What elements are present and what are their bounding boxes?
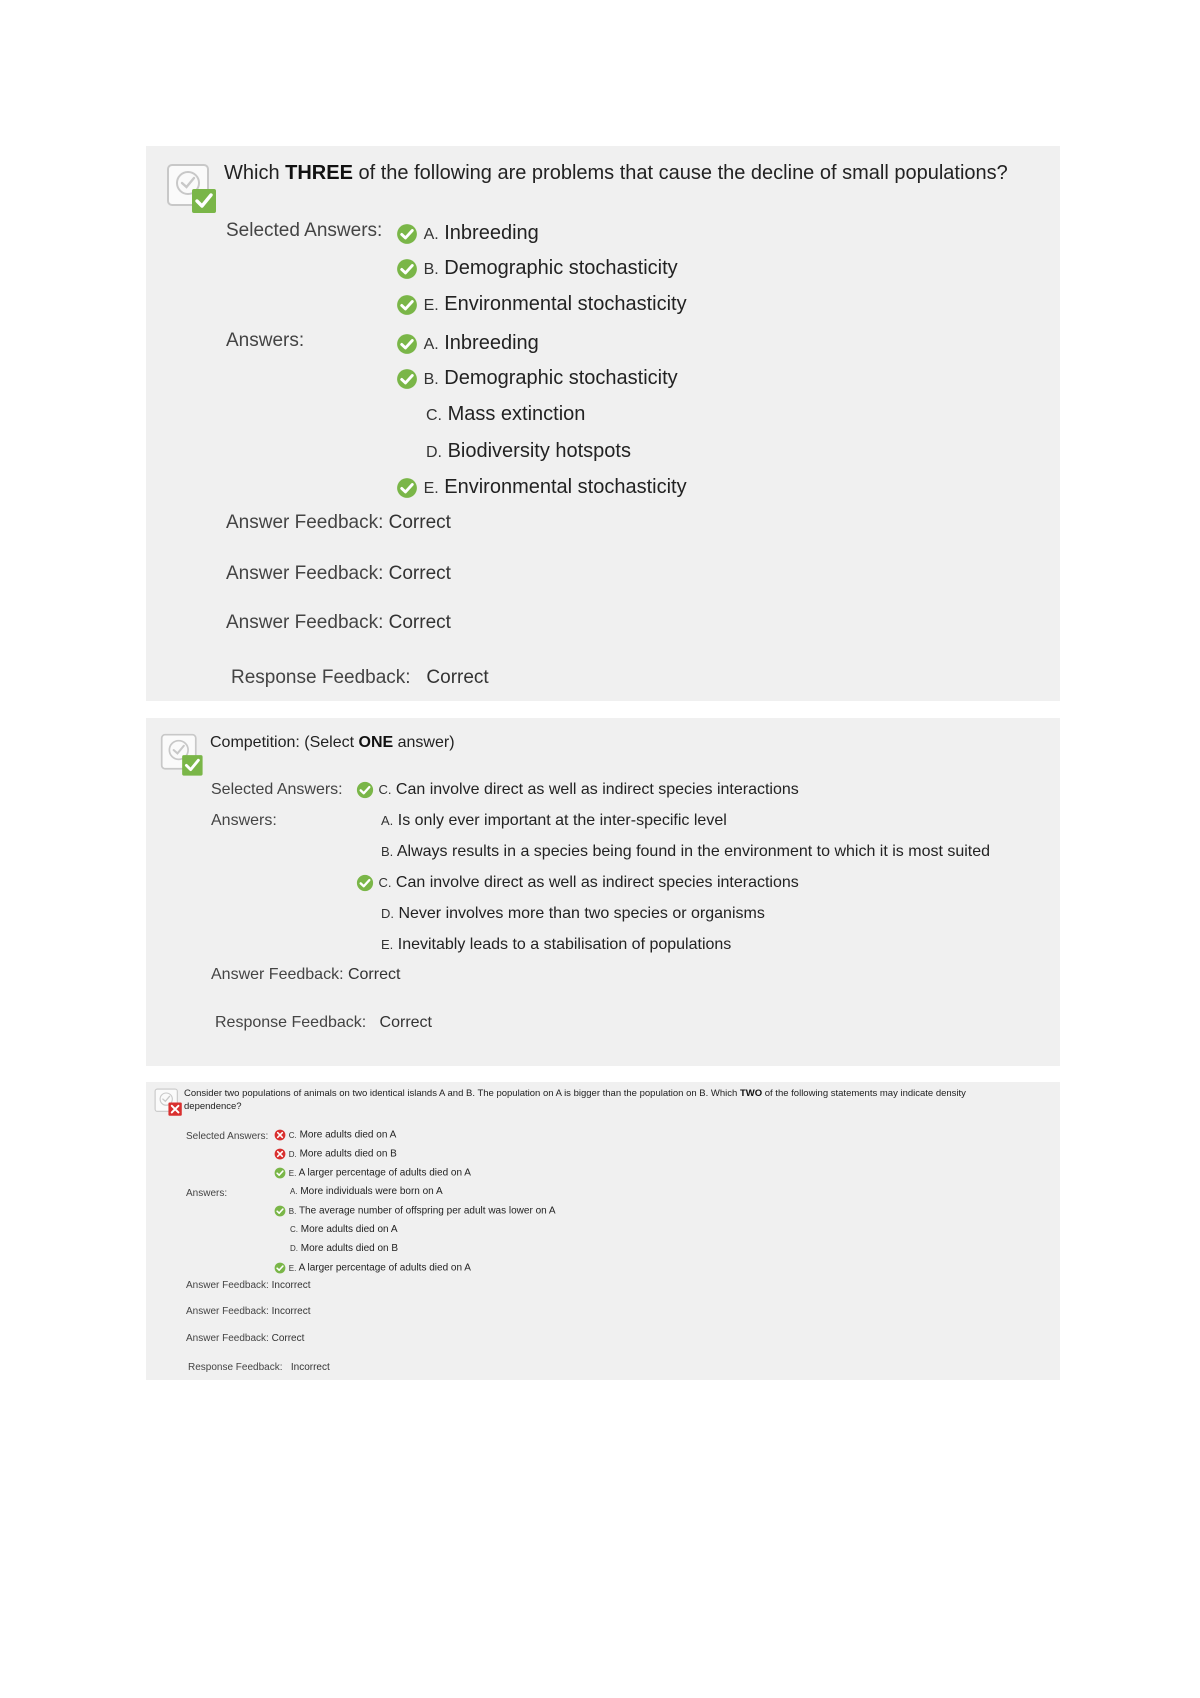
answer-feedback: Answer Feedback: Incorrect [186, 1306, 311, 1317]
answer-feedback: Answer Feedback: Correct [186, 1333, 305, 1344]
response-feedback: Response Feedback: Correct [231, 667, 489, 688]
x-circle-icon [274, 1129, 286, 1141]
answer-row: C. Mass extinction [426, 403, 586, 425]
answers-label: Answers: [186, 1188, 228, 1199]
x-circle-icon [274, 1148, 286, 1160]
check-circle-icon [396, 223, 418, 245]
response-feedback: Response Feedback: Correct [215, 1014, 432, 1031]
selected-answer-row: A. Inbreeding [396, 222, 539, 245]
check-circle-icon [396, 258, 418, 280]
question-text: Competition: (Select ONE answer) [210, 734, 455, 751]
response-feedback: Response Feedback: Incorrect [188, 1362, 330, 1373]
answer-row: C. Can involve direct as well as indirect species interactions [356, 874, 799, 892]
answer-feedback: Answer Feedback: Correct [226, 612, 451, 633]
check-circle-icon [274, 1262, 286, 1274]
question-correct-icon [160, 733, 206, 779]
check-circle-icon [396, 294, 418, 316]
check-circle-icon [396, 477, 418, 499]
answers-label: Answers: [211, 812, 277, 829]
answer-row: A. Inbreeding [396, 332, 539, 355]
answer-feedback: Answer Feedback: Correct [226, 512, 451, 533]
answer-row: E. Environmental stochasticity [396, 476, 687, 499]
selected-answers-label: Selected Answers: [211, 781, 343, 798]
answer-row: B. The average number of offspring per adult was lower on A [274, 1205, 556, 1217]
question-incorrect-icon [154, 1088, 184, 1118]
answer-row: D. Biodiversity hotspots [426, 440, 631, 462]
answer-row: E. Inevitably leads to a stabilisation of populations [381, 936, 732, 953]
answer-feedback: Answer Feedback: Incorrect [186, 1280, 311, 1291]
selected-answer-row: E. A larger percentage of adults died on A [274, 1167, 471, 1179]
check-circle-icon [274, 1167, 286, 1179]
check-circle-icon [396, 333, 418, 355]
question-correct-icon [166, 163, 220, 217]
selected-answer-row: B. Demographic stochasticity [396, 257, 678, 280]
selected-answers-label: Selected Answers: [226, 220, 383, 241]
answer-row: B. Demographic stochasticity [396, 367, 678, 390]
answer-row: E. A larger percentage of adults died on A [274, 1262, 471, 1274]
question-text: Consider two populations of animals on two identical islands A and B. The population on A is bigger than the population on B. Which TWO of the following statements may indicate density dependence? [184, 1088, 966, 1112]
check-circle-icon [396, 368, 418, 390]
selected-answers-label: Selected Answers: [186, 1131, 269, 1142]
answer-feedback: Answer Feedback: Correct [211, 966, 401, 983]
answer-feedback: Answer Feedback: Correct [226, 563, 451, 584]
answer-row: A. Is only ever important at the inter-specific level [381, 812, 727, 829]
selected-answer-row: E. Environmental stochasticity [396, 293, 687, 316]
check-circle-icon [274, 1205, 286, 1217]
selected-answer-row: D. More adults died on B [274, 1148, 397, 1160]
answer-row: B. Always results in a species being found in the environment to which it is most suited [381, 843, 991, 860]
check-circle-icon [356, 781, 374, 799]
answer-row: D. More adults died on B [290, 1243, 399, 1254]
answers-label: Answers: [226, 330, 305, 351]
answer-row: A. More individuals were born on A [290, 1186, 443, 1197]
question-text: Which THREE of the following are problems that cause the decline of small populations? [224, 162, 1008, 184]
answer-row: C. More adults died on A [290, 1224, 398, 1235]
selected-answer-row: C. More adults died on A [274, 1129, 396, 1141]
selected-answer-row: C. Can involve direct as well as indirect species interactions [356, 781, 799, 799]
answer-row: D. Never involves more than two species or organisms [381, 905, 765, 922]
check-circle-icon [356, 874, 374, 892]
